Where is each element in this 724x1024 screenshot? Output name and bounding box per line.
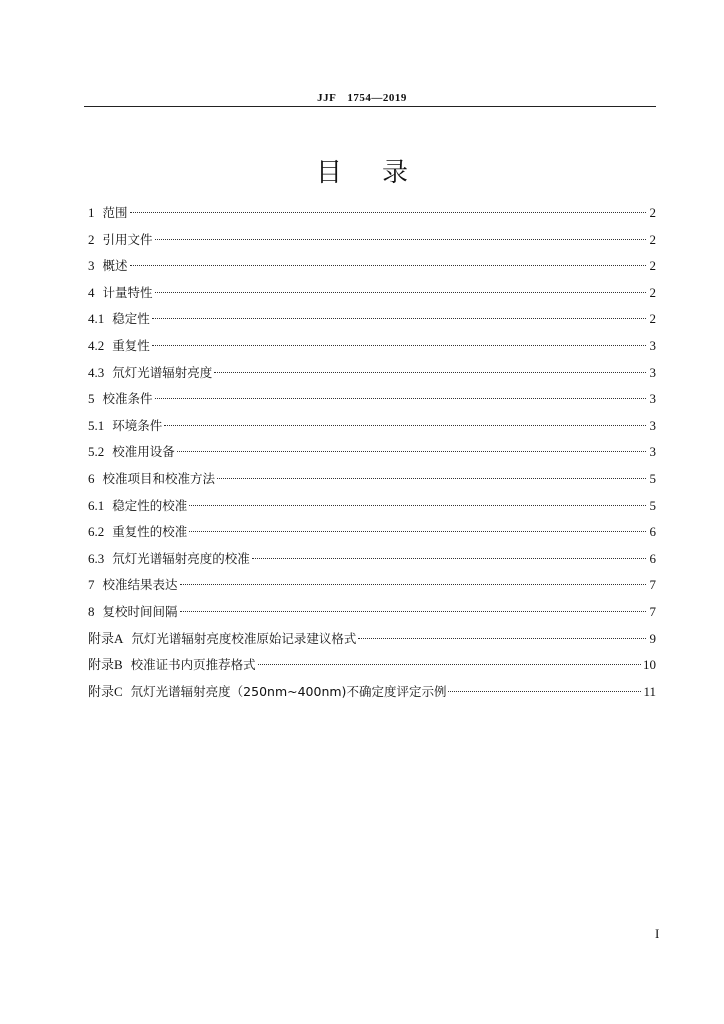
toc-entry[interactable] [88,389,656,416]
toc-entry-page: 2 [649,284,656,300]
toc-dot-leader [217,478,646,479]
toc-dot-leader [164,425,646,426]
toc-entry-page: 6 [649,524,656,540]
toc-entry[interactable] [88,522,656,549]
toc-entry-title: 校准条件 [102,391,153,407]
toc-entry-number: 2 [88,231,95,247]
toc-dot-leader [258,664,641,665]
toc-entry-page: 3 [649,391,656,407]
toc-entry-title: 氘灯光谱辐射亮度的校准 [112,550,250,566]
toc-entry-number: 4.2 [88,337,105,353]
toc-entry[interactable] [88,469,656,496]
toc-entry-title: 引用文件 [102,231,153,247]
toc-entry-title: 氘灯光谱辐射亮度（250nm~400nm)不确定度评定示例 [130,683,447,699]
toc-entry[interactable] [88,203,656,230]
toc-entry-page: 2 [649,205,656,220]
toc-entry-title: 计量特性 [102,284,153,300]
toc-entry-title: 氘灯光谱辐射亮度校准原始记录建议格式 [131,630,357,646]
toc-dot-leader [177,451,646,452]
toc-entry[interactable] [88,283,656,310]
toc-entry[interactable] [88,442,656,469]
toc-entry-title: 重复性的校准 [112,524,188,540]
toc-entry-page: 6 [649,550,656,566]
toc-entry[interactable] [88,230,656,257]
page-number: I [655,926,660,941]
toc-dot-leader [152,318,646,319]
toc-entry-title: 校准用设备 [112,444,175,460]
toc-entry-number: 6.1 [88,497,105,513]
toc-entry-page: 2 [649,231,656,247]
toc-entry[interactable] [88,655,656,682]
toc-entry-title: 校准结果表达 [102,577,178,593]
toc-entry-title: 稳定性的校准 [112,497,188,513]
toc-entry-page: 3 [649,444,656,460]
toc-dot-leader [448,691,641,692]
toc-dot-leader [252,558,646,559]
toc-entry-title: 重复性 [112,337,150,353]
toc-dot-leader [152,345,646,346]
toc-entry-page: 5 [649,470,656,486]
toc-dot-leader [180,611,646,612]
toc-entry[interactable] [88,575,656,602]
toc-entry[interactable] [88,682,656,709]
toc-entry-title: 概述 [102,258,128,274]
table-of-contents [88,203,656,708]
toc-entry-number: 5 [88,391,95,407]
toc-entry-number: 5.1 [88,417,105,433]
toc-entry-page: 2 [649,311,656,327]
toc-entry[interactable] [88,363,656,390]
toc-entry-title: 氘灯光谱辐射亮度 [112,364,213,380]
toc-entry-number: 4 [88,284,95,300]
toc-dot-leader [155,292,646,293]
toc-entry-number: 4.1 [88,311,105,327]
toc-dot-leader [358,638,646,639]
toc-entry-page: 9 [649,630,656,646]
toc-entry-title: 环境条件 [112,417,163,433]
toc-entry-number: 附录C [88,683,123,699]
toc-entry[interactable] [88,549,656,576]
toc-entry-page: 2 [649,258,656,274]
toc-entry-page: 5 [649,497,656,513]
toc-entry-number: 6.2 [88,524,105,540]
toc-dot-leader [214,372,646,373]
toc-dot-leader [130,212,646,213]
toc-entry-page: 3 [649,337,656,353]
toc-entry-title: 范围 [102,205,128,220]
toc-entry-number: 8 [88,603,95,619]
toc-entry[interactable] [88,416,656,443]
toc-dot-leader [130,265,646,266]
toc-entry-title: 复校时间间隔 [102,603,178,619]
toc-dot-leader [180,584,646,585]
toc-entry-page: 10 [643,657,656,673]
toc-entry[interactable] [88,602,656,629]
toc-entry-number: 6.3 [88,550,105,566]
toc-entry-number: 附录B [88,657,123,673]
toc-entry[interactable] [88,336,656,363]
page-title: 目录 [315,158,448,188]
toc-entry-number: 附录A [88,630,124,646]
toc-entry-page: 3 [649,364,656,380]
toc-entry[interactable] [88,309,656,336]
toc-entry-title: 校准证书内页推荐格式 [130,657,256,673]
toc-entry-number: 3 [88,258,95,274]
header-rule [84,106,656,107]
toc-entry-title: 稳定性 [112,311,150,327]
toc-entry-number: 4.3 [88,364,105,380]
toc-dot-leader [155,239,646,240]
toc-entry[interactable] [88,629,656,656]
toc-entry-page: 11 [643,683,656,699]
running-header: JJF 1754—2019 [317,92,407,104]
toc-entry-page: 3 [649,417,656,433]
toc-entry-number: 5.2 [88,444,105,460]
toc-entry-page: 7 [649,577,656,593]
toc-entry-title: 校准项目和校准方法 [102,470,216,486]
toc-entry[interactable] [88,256,656,283]
toc-entry-number: 6 [88,470,95,486]
toc-entry-page: 7 [649,603,656,619]
toc-dot-leader [189,531,646,532]
toc-dot-leader [155,398,646,399]
toc-entry[interactable] [88,496,656,523]
toc-dot-leader [189,505,646,506]
toc-entry-number: 1 [88,205,95,220]
toc-entry-number: 7 [88,577,95,593]
